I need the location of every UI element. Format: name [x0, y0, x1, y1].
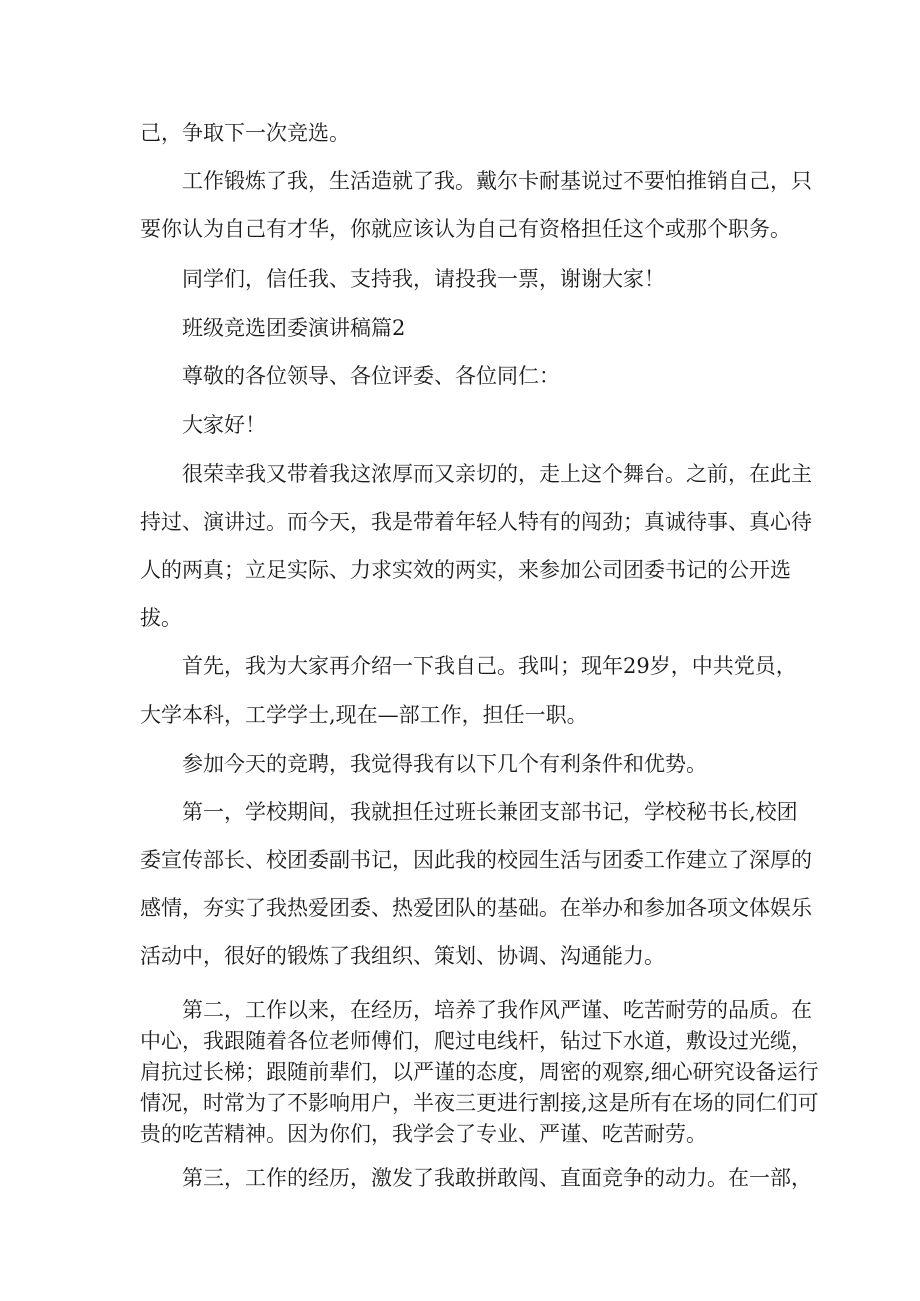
- paragraph-10-line-4: 活动中，很好的锻炼了我组织、策划、协调、沟通能力。: [140, 944, 665, 968]
- paragraph-2-line-2: 要你认为自己有才华，你就应该认为自己有资格担任这个或那个职务。: [140, 217, 791, 241]
- paragraph-2-line-1: 工作锻炼了我，生活造就了我。戴尔卡耐基说过不要怕推销自己，只: [182, 169, 812, 193]
- salutation: 尊敬的各位领导、各位评委、各位同仁：: [182, 364, 560, 388]
- paragraph-11-line-4: 情况，时常为了不影响用户，半夜三更进行割接,这是所有在场的同仁们可: [140, 1091, 819, 1115]
- paragraph-10-line-2: 委宣传部长、校团委副书记，因此我的校园生活与团委工作建立了深厚的: [140, 848, 812, 872]
- paragraph-11-line-1: 第二，工作以来，在经历，培养了我作风严谨、吃苦耐劳的品质。在: [182, 998, 812, 1022]
- paragraph-8-line-2: 大学本科，工学学士,现在—部工作，担任一职。: [140, 703, 588, 727]
- section-heading: 班级竞选团委演讲稿篇2: [182, 316, 406, 340]
- paragraph-10-line-3: 感情，夯实了我热爱团委、热爱团队的基础。在举办和参加各项文体娱乐: [140, 896, 812, 920]
- paragraph-11-line-2: 中心，我跟随着各位老师傅们，爬过电线杆，钻过下水道，敷设过光缆，: [140, 1029, 812, 1053]
- paragraph-7-line-3: 人的两真；立足实际、力求实效的两实，来参加公司团委书记的公开选: [140, 558, 791, 582]
- greeting: 大家好！: [182, 413, 266, 437]
- paragraph-7-line-1: 很荣幸我又带着我这浓厚而又亲切的，走上这个舞台。之前，在此主: [182, 462, 812, 486]
- paragraph-7-line-2: 持过、演讲过。而今天，我是带着年轻人特有的闯劲；真诚待事、真心待: [140, 510, 812, 534]
- paragraph-1-line-1: 己，争取下一次竞选。: [140, 121, 350, 145]
- paragraph-12-line-1: 第三，工作的经历，激发了我敢拼敢闯、直面竞争的动力。在一部，: [182, 1166, 812, 1190]
- paragraph-8-line-1: 首先，我为大家再介绍一下我自己。我叫；现年29岁，中共党员，: [182, 654, 797, 678]
- paragraph-10-line-1: 第一，学校期间，我就担任过班长兼团支部书记，学校秘书长,校团: [182, 800, 798, 824]
- paragraph-3-line-1: 同学们，信任我、支持我，请投我一票，谢谢大家！: [182, 267, 665, 291]
- paragraph-11-line-5: 贵的吃苦精神。因为你们，我学会了专业、严谨、吃苦耐劳。: [140, 1122, 707, 1146]
- paragraph-7-line-4: 拔。: [140, 606, 182, 630]
- paragraph-9-line-1: 参加今天的竞聘，我觉得我有以下几个有利条件和优势。: [182, 752, 707, 776]
- paragraph-11-line-3: 肩抗过长梯；跟随前辈们，以严谨的态度，周密的观察,细心研究设备运行: [140, 1060, 819, 1084]
